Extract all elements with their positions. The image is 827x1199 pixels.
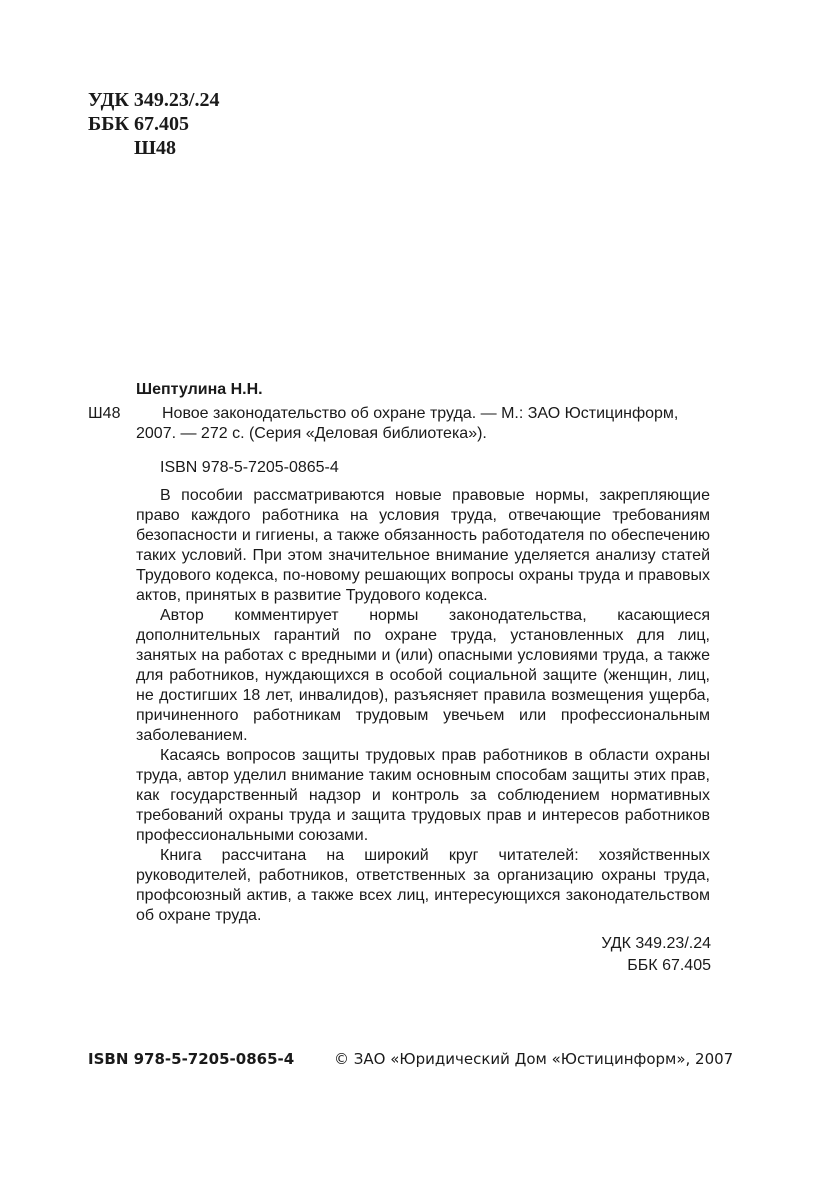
annotation-paragraph-2: Автор комментирует нормы законодательства, касающиеся дополнительных гарантий по охране труда, установленных для лиц, занятых на работах с вредными и (или) опасными условиями труда, а также для работников, нуждающихся в особой социальной защите (женщин, лиц, не достигших 18 лет, инвалидов), разъясняет правила возмещения ущерба, причиненного работникам трудовым увечьем или профессиональным заболеванием. — [136, 607, 710, 744]
annotation — [136, 486, 710, 926]
header-bbk: ББК 67.405 — [88, 113, 189, 135]
author-code: Ш48 — [88, 405, 121, 422]
footer-copyright: © ЗАО «Юридический Дом «Юстицинформ», 2007 — [334, 1050, 734, 1068]
record-isbn: ISBN 978-5-7205-0865-4 — [160, 459, 339, 476]
title-line-1: Новое законодательство об охране труда. — М.: ЗАО Юстицинформ, — [162, 405, 679, 422]
annotation-udk: УДК 349.23/.24 — [601, 935, 711, 952]
annotation-classification — [601, 933, 711, 977]
title-line-2: 2007. — 272 с. (Серия «Деловая библиотека»). — [136, 425, 487, 442]
annotation-paragraph-3: Касаясь вопросов защиты трудовых прав работников в области охраны труда, автор уделил внимание таким основным способам защиты этих прав, как государственный надзор и контроль за соблюдением нормативных требований охраны труда и защита трудовых прав и интересов работников профессиональными союзами. — [136, 747, 710, 844]
annotation-paragraph-4: Книга рассчитана на широкий круг читателей: хозяйственных руководителей, работников, ответственных за организацию охраны труда, профсоюзный актив, а также всех лиц, интересующихся законодательством об охране труда. — [136, 847, 710, 924]
header-author-code: Ш48 — [134, 137, 176, 159]
annotation-bbk: ББК 67.405 — [627, 957, 711, 974]
author-name: Шептулина Н.Н. — [136, 381, 263, 398]
header-udk: УДК 349.23/.24 — [88, 89, 220, 111]
footer-isbn: ISBN 978-5-7205-0865-4 — [88, 1050, 295, 1068]
annotation-paragraph-1: В пособии рассматриваются новые правовые нормы, закрепляющие право каждого работника на условия труда, отвечающие требованиям безопасности и гигиены, а также обязанность работодателя по обеспечению таких условий. При этом значительное внимание уделяется анализу статей Трудового кодекса, по-новому решающих вопросы охраны труда и правовых актов, принятых в развитие Трудового кодекса. — [136, 487, 710, 604]
